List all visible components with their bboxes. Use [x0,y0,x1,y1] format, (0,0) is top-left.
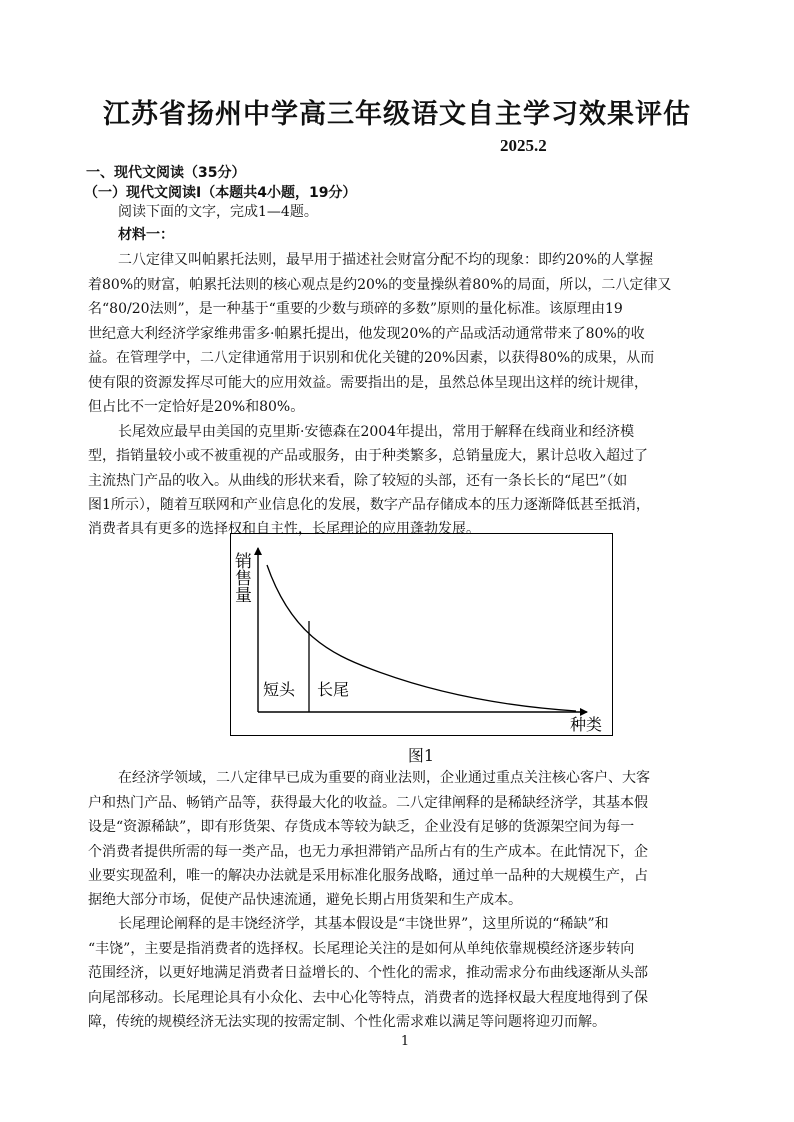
paragraph-line: 图1所示），随着互联网和产业信息化的发展，数字产品存储成本的压力逐渐降低甚至抵消， [88,497,650,513]
paragraph-line: 长尾效应最早由美国的克里斯·安德森在2004年提出，常用于解释在线商业和经济模 [118,424,635,440]
paragraph-line: 名“80/20法则”，是一种基于“重要的少数与琐碎的多数”原则的量化标准。该原理由19 [88,301,623,317]
demand-curve [267,565,576,711]
paragraph-line: 户和热门产品、畅销产品等，获得最大化的收益。二八定律阐释的是稀缺经济学，其基本假 [88,795,648,811]
exam-date: 2025.2 [500,136,547,155]
page-title: 江苏省扬州中学高三年级语文自主学习效果评估 [103,99,691,130]
paragraph-line: 向尾部移动。长尾理论具有小众化、去中心化等特点，消费者的选择权最大程度地得到了保 [88,990,648,1006]
page-number: 1 [400,1034,410,1049]
section-heading: 一、现代文阅读（35分） [86,165,246,181]
paragraph-line: 消费者具有更多的选择权和自主性，长尾理论的应用蓬勃发展。 [88,521,480,537]
paragraph-line: 在经济学领域，二八定律早已成为重要的商业法则，企业通过重点关注核心客户、大客 [118,770,650,786]
y-axis-label-3: 量 [235,586,252,606]
paragraph-line: 据绝大部分市场，促使产品快速流通，避免长期占用货架和生产成本。 [88,892,522,908]
head-label: 短头 [263,680,296,699]
long-tail-figure [230,533,613,736]
paragraph-line: 型，指销量较小或不被重视的产品或服务，由于种类繁多，总销量庞大，累计总收入超过了 [88,448,648,464]
paragraph-line: 范围经济，以更好地满足消费者日益增长的、个性化的需求，推动需求分布曲线逐渐从头部 [88,965,648,981]
paragraph-line: 二八定律又叫帕累托法则，最早用于描述社会财富分配不均的现象：即约20%的人掌握 [118,252,654,268]
paragraph-line: 设是“资源稀缺”，即有形货架、存货成本等较为缺乏，企业没有足够的货源架空间为每一 [88,819,635,835]
paragraph-line: 长尾理论阐释的是丰饶经济学，其基本假设是“丰饶世界”，这里所说的“稀缺”和 [118,916,609,932]
figure-caption: 图1 [407,746,435,765]
paragraph-line: 着80%的财富，帕累托法则的核心观点是约20%的变量操纵着80%的局面，所以，二八定律又 [88,277,672,293]
paragraph-line: 业要实现盈利，唯一的解决办法就是采用标准化服务战略，通过单一品种的大规模生产，占 [88,868,648,884]
long-tail-diagram [231,534,614,737]
x-axis-label: 种类 [570,715,603,734]
paragraph-line: 障，传统的规模经济无法实现的按需定制、个性化需求难以满足等问题将迎刃而解。 [88,1014,606,1030]
paragraph-line: 但占比不一定恰好是20%和80%。 [88,399,305,415]
tail-label: 长尾 [317,680,350,699]
paragraph-line: “丰饶”，主要是指消费者的选择权。长尾理论关注的是如何从单纯依靠规模经济逐步转向 [88,941,635,957]
paragraph-line: 益。在管理学中，二八定律通常用于识别和优化关键的20%因素，以获得80%的成果，从而 [88,350,655,366]
y-axis-label-1: 销 [235,552,252,572]
paragraph-line: 世纪意大利经济学家维弗雷多·帕累托提出，他发现20%的产品或活动通常带来了80%的收 [88,326,645,342]
y-axis-label-2: 售 [235,569,252,589]
instruction-text: 阅读下面的文字，完成1—4题。 [118,204,318,220]
paragraph-line: 主流热门产品的收入。从曲线的形状来看，除了较短的头部，还有一条长长的“尾巴”（如 [88,473,628,489]
paragraph-line: 使有限的资源发挥尽可能大的应用效益。需要指出的是，虽然总体呈现出这样的统计规律， [88,375,648,391]
paragraph-line: 个消费者提供所需的每一类产品，也无力承担滞销产品所占有的生产成本。在此情况下，企 [88,844,648,860]
section-subheading: （一）现代文阅读Ⅰ（本题共4小题，19分） [84,185,357,201]
material-label: 材料一： [118,227,174,243]
